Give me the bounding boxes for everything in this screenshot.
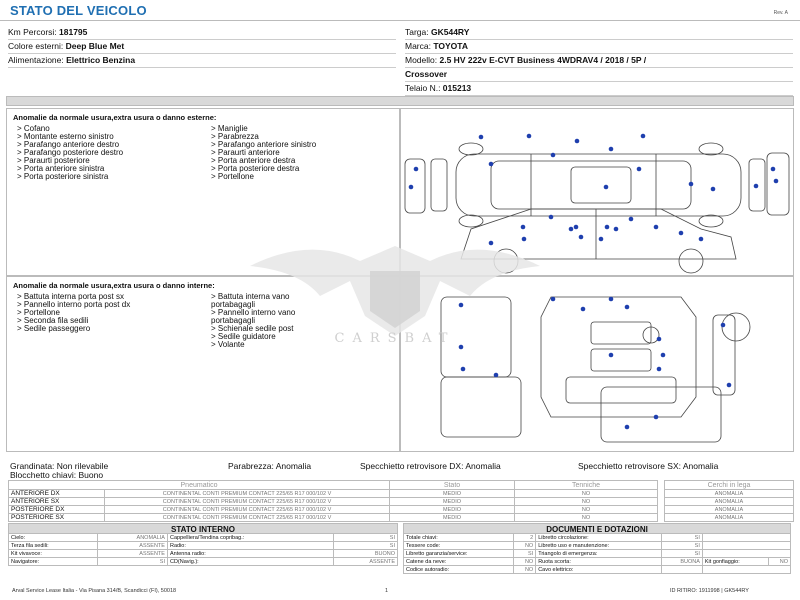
vehicle-info-value: Crossover: [405, 69, 448, 79]
damage-item: > Parabrezza: [211, 132, 259, 141]
damage-marker: [605, 225, 610, 230]
vehicle-info-left: [8, 26, 396, 68]
field-label: Codice autoradio:: [404, 566, 514, 574]
vehicle-info-row: [8, 26, 396, 40]
field-value: 2: [514, 534, 536, 542]
field-value: NO: [514, 566, 536, 574]
vehicle-info-row: [8, 54, 396, 68]
rim-status: ANOMALIA: [665, 490, 794, 498]
rim-status: ANOMALIA: [665, 506, 794, 514]
stato-interno-row: [9, 542, 398, 550]
vehicle-info-row: [8, 40, 396, 54]
tyre-model: CONTINENTAL CONTI PREMIUM CONTACT 225/65 R17 000/102 V: [105, 514, 390, 522]
damage-marker: [604, 185, 609, 190]
damage-item: > Portellone: [211, 172, 254, 181]
field-label: Terza fila sedili:: [9, 542, 98, 550]
field-value: ASSENTE: [98, 550, 168, 558]
damage-marker: [609, 147, 614, 152]
damage-marker: [657, 337, 662, 342]
watermark-text: CARSBAT: [334, 331, 456, 346]
field-label: Navigatore:: [9, 558, 98, 566]
damage-item: portabagagli: [211, 316, 256, 325]
car-top-view: [431, 143, 765, 227]
damage-item: > Seconda fila sedili: [17, 316, 89, 325]
empty-cell: [702, 566, 790, 574]
col-stato: Stato: [390, 481, 515, 490]
vehicle-info-row: [405, 54, 793, 68]
field-value: BUONO: [333, 550, 397, 558]
footer-ritiro-id: ID RITIRO: 1911998 | GK544RY: [670, 588, 749, 594]
col-cerchi: Cerchi in lega: [665, 481, 794, 490]
damage-marker: [614, 227, 619, 232]
field-label: Libretto uso e manutenzione:: [536, 542, 662, 550]
grandinata-status: Grandinata: Non rilevabile: [10, 461, 109, 471]
vehicle-info-label: Alimentazione:: [8, 55, 67, 65]
tyre-row: [9, 498, 658, 506]
internal-damage-heading: Anomalie da normale usura,extra usura o danno interne:: [13, 281, 215, 290]
damage-item: > Parafango anteriore destro: [17, 140, 120, 149]
damage-marker: [581, 307, 586, 312]
empty-cell: [702, 550, 790, 558]
damage-item: portabagagli: [211, 300, 256, 309]
cargo-view: [601, 387, 721, 442]
damage-marker: [579, 235, 584, 240]
vehicle-info-value: GK544RY: [431, 27, 470, 37]
damage-marker: [551, 297, 556, 302]
tyre-position: POSTERIORE SX: [9, 514, 105, 522]
damage-marker: [527, 134, 532, 139]
field-value: SI: [98, 558, 168, 566]
damage-marker: [549, 215, 554, 220]
field-label: Catene da neve:: [404, 558, 514, 566]
damage-item: > Porta anteriore destra: [211, 156, 296, 165]
damage-marker: [461, 367, 466, 372]
field-value: ASSENTE: [98, 542, 168, 550]
external-damage-list-1: [17, 125, 123, 181]
field-value: NO: [514, 542, 536, 550]
damage-item: > Parafango posteriore destro: [17, 148, 124, 157]
field-value: ANOMALIA: [98, 534, 168, 542]
stato-interno-table: [8, 533, 398, 566]
tyres-table: [8, 480, 658, 522]
damage-item: > Sedile passeggero: [17, 324, 91, 333]
tyre-position: ANTERIORE SX: [9, 498, 105, 506]
field-value: NO: [768, 558, 790, 566]
documenti-row: [404, 558, 791, 566]
vehicle-info-label: Km Percorsi:: [8, 27, 60, 37]
damage-marker: [661, 353, 666, 358]
field-label: Cielo:: [9, 534, 98, 542]
damage-item: > Maniglie: [211, 124, 248, 133]
damage-marker: [479, 135, 484, 140]
damage-marker: [699, 237, 704, 242]
external-damage-list-2: [211, 125, 316, 181]
damage-marker: [657, 367, 662, 372]
field-value: NO: [514, 558, 536, 566]
vehicle-info-value: TOYOTA: [433, 41, 468, 51]
tyre-model: CONTINENTAL CONTI PREMIUM CONTACT 225/65 R17 000/102 V: [105, 498, 390, 506]
field-value: SI: [662, 542, 703, 550]
vehicle-info-value: Deep Blue Met: [65, 41, 125, 51]
damage-item: > Cofano: [17, 124, 50, 133]
damage-marker: [625, 305, 630, 310]
stato-interno-row: [9, 558, 398, 566]
tyre-model: CONTINENTAL CONTI PREMIUM CONTACT 225/65 R17 000/102 V: [105, 490, 390, 498]
field-label: Triangolo di emergenza:: [536, 550, 662, 558]
damage-marker: [494, 373, 499, 378]
specchietto-sx-status: Specchietto retrovisore SX: Anomalia: [578, 461, 719, 471]
page-title: STATO DEL VEICOLO: [10, 3, 147, 18]
damage-item: > Paraurti anteriore: [211, 148, 280, 157]
damage-marker: [629, 217, 634, 222]
tyre-technical: NO: [515, 506, 658, 514]
field-value: BUONA: [662, 558, 703, 566]
field-label: Ruota scorta:: [536, 558, 662, 566]
vehicle-info-row: [405, 68, 793, 82]
rims-table: [664, 480, 794, 522]
vehicle-info-label: Marca:: [405, 41, 434, 51]
tyre-status: MEDIO: [390, 498, 515, 506]
damage-marker: [609, 353, 614, 358]
field-label: Antenna radio:: [167, 550, 333, 558]
empty-cell: [702, 534, 790, 542]
car-interior-view: [541, 297, 696, 417]
damage-marker: [625, 425, 630, 430]
damage-item: > Porta posteriore destra: [211, 164, 300, 173]
tyre-row: [9, 506, 658, 514]
damage-marker: [654, 225, 659, 230]
damage-marker: [574, 225, 579, 230]
damage-item: > Battuta interna porta post sx: [17, 292, 124, 301]
damage-item: > Parafango anteriore sinistro: [211, 140, 317, 149]
field-value: SI: [514, 550, 536, 558]
field-value: SI: [662, 534, 703, 542]
damage-marker: [771, 167, 776, 172]
documenti-row: [404, 566, 791, 574]
damage-marker: [599, 237, 604, 242]
damage-item: > Montante esterno sinistro: [17, 132, 114, 141]
car-front-view: [767, 153, 789, 215]
damage-item: > Battuta interna vano: [211, 292, 290, 301]
field-label: Kit vivavoce:: [9, 550, 98, 558]
damage-marker: [721, 323, 726, 328]
damage-item: > Porta posteriore sinistra: [17, 172, 109, 181]
damage-marker: [489, 162, 494, 167]
field-value: ASSENTE: [333, 558, 397, 566]
field-label: CD(Navig.):: [167, 558, 333, 566]
damage-marker: [689, 182, 694, 187]
vehicle-info-label: Targa:: [405, 27, 431, 37]
col-tecniche: Tenniche: [515, 481, 658, 490]
field-label: Libretto garanzia/service:: [404, 550, 514, 558]
damage-item: > Portellone: [17, 308, 60, 317]
tyre-technical: NO: [515, 490, 658, 498]
trunk-view: [441, 377, 521, 437]
field-label: Tessere code:: [404, 542, 514, 550]
field-label: Radio:: [167, 542, 333, 550]
stato-interno-title: STATO INTERNO: [8, 523, 398, 534]
field-label: Cappelliera/Tendina copribag.:: [167, 534, 333, 542]
tyre-row: [9, 514, 658, 522]
parabrezza-status: Parabrezza: Anomalia: [228, 461, 312, 471]
documenti-row: [404, 550, 791, 558]
tyre-position: ANTERIORE DX: [9, 490, 105, 498]
documenti-row: [404, 542, 791, 550]
damage-marker: [679, 231, 684, 236]
rim-status: ANOMALIA: [665, 514, 794, 522]
tyre-status: MEDIO: [390, 506, 515, 514]
damage-marker: [637, 167, 642, 172]
internal-damage-list-1: [17, 293, 130, 333]
tyre-status: MEDIO: [390, 490, 515, 498]
steering-wheel-view: [722, 313, 750, 341]
rim-row: [665, 514, 794, 522]
field-label: Cavo elettrico:: [536, 566, 662, 574]
tyre-technical: NO: [515, 514, 658, 522]
damage-item: > Sedile guidatore: [211, 332, 276, 341]
footer-page-number: 1: [385, 588, 389, 594]
damage-marker: [414, 167, 419, 172]
damage-marker: [654, 415, 659, 420]
documenti-title: DOCUMENTI E DOTAZIONI: [403, 523, 791, 534]
field-value: [662, 566, 703, 574]
vehicle-info-value: Elettrico Benzina: [66, 55, 136, 65]
damage-item: > Pannello interno vano: [211, 308, 296, 317]
specchietto-dx-status: Specchietto retrovisore DX: Anomalia: [360, 461, 501, 471]
damage-marker: [521, 225, 526, 230]
vehicle-info-row: [405, 26, 793, 40]
damage-marker: [711, 187, 716, 192]
vehicle-info-label: Modello:: [405, 55, 440, 65]
damage-marker: [569, 227, 574, 232]
stato-interno-row: [9, 534, 398, 542]
carsbat-watermark: [250, 236, 540, 346]
damage-item: > Porta anteriore sinistra: [17, 164, 105, 173]
damage-item: > Paraurti posteriore: [17, 156, 90, 165]
vehicle-info-label: Telaio N.:: [405, 83, 443, 93]
revision-label: Rev. A: [773, 10, 788, 16]
damage-marker: [551, 153, 556, 158]
tyre-position: POSTERIORE DX: [9, 506, 105, 514]
col-pneumatico: Pneumatico: [9, 481, 390, 490]
footer-address: Arval Service Lease Italia - Via Pisana 314/B, Scandicci (FI), 50018: [12, 588, 177, 594]
rim-row: [665, 498, 794, 506]
rim-row: [665, 490, 794, 498]
section-band-top: [6, 96, 794, 106]
damage-marker: [409, 185, 414, 190]
field-value: SI: [333, 534, 397, 542]
damage-item: > Schienale sedile post: [211, 324, 294, 333]
field-value: SI: [662, 550, 703, 558]
title-divider: [0, 20, 800, 21]
damage-marker: [609, 297, 614, 302]
tyre-status: MEDIO: [390, 514, 515, 522]
field-label: Libretto circolazione:: [536, 534, 662, 542]
vehicle-info-row: [405, 82, 793, 96]
blocchetto-status: Blocchetto chiavi: Buono: [10, 470, 104, 480]
rim-row: [665, 506, 794, 514]
tyres-table-header: [9, 481, 658, 490]
damage-marker: [727, 383, 732, 388]
tyre-technical: NO: [515, 498, 658, 506]
field-label: Totale chiavi:: [404, 534, 514, 542]
documenti-table: [403, 533, 791, 574]
empty-cell: [702, 542, 790, 550]
damage-marker: [575, 139, 580, 144]
damage-marker: [754, 184, 759, 189]
stato-interno-row: [9, 550, 398, 558]
damage-item: > Volante: [211, 340, 245, 349]
field-label: Kit gonfiaggio:: [702, 558, 768, 566]
vehicle-info-row: [405, 40, 793, 54]
field-value: SI: [333, 542, 397, 550]
damage-marker: [774, 179, 779, 184]
vehicle-info-value: 181795: [59, 27, 88, 37]
tyre-row: [9, 490, 658, 498]
vehicle-info-value: 015213: [442, 83, 472, 93]
vehicle-info-label: Colore esterni:: [8, 41, 66, 51]
external-damage-heading: Anomalie da normale usura,extra usura o danno esterne:: [13, 113, 217, 122]
damage-marker: [641, 134, 646, 139]
vehicle-info-value: 2.5 HV 222v E-CVT Business 4WDRAV4 / 2018 / 5P /: [439, 55, 647, 65]
tyre-model: CONTINENTAL CONTI PREMIUM CONTACT 225/65 R17 000/102 V: [105, 506, 390, 514]
rim-status: ANOMALIA: [665, 498, 794, 506]
damage-item: > Pannello interno porta post dx: [17, 300, 131, 309]
documenti-row: [404, 534, 791, 542]
